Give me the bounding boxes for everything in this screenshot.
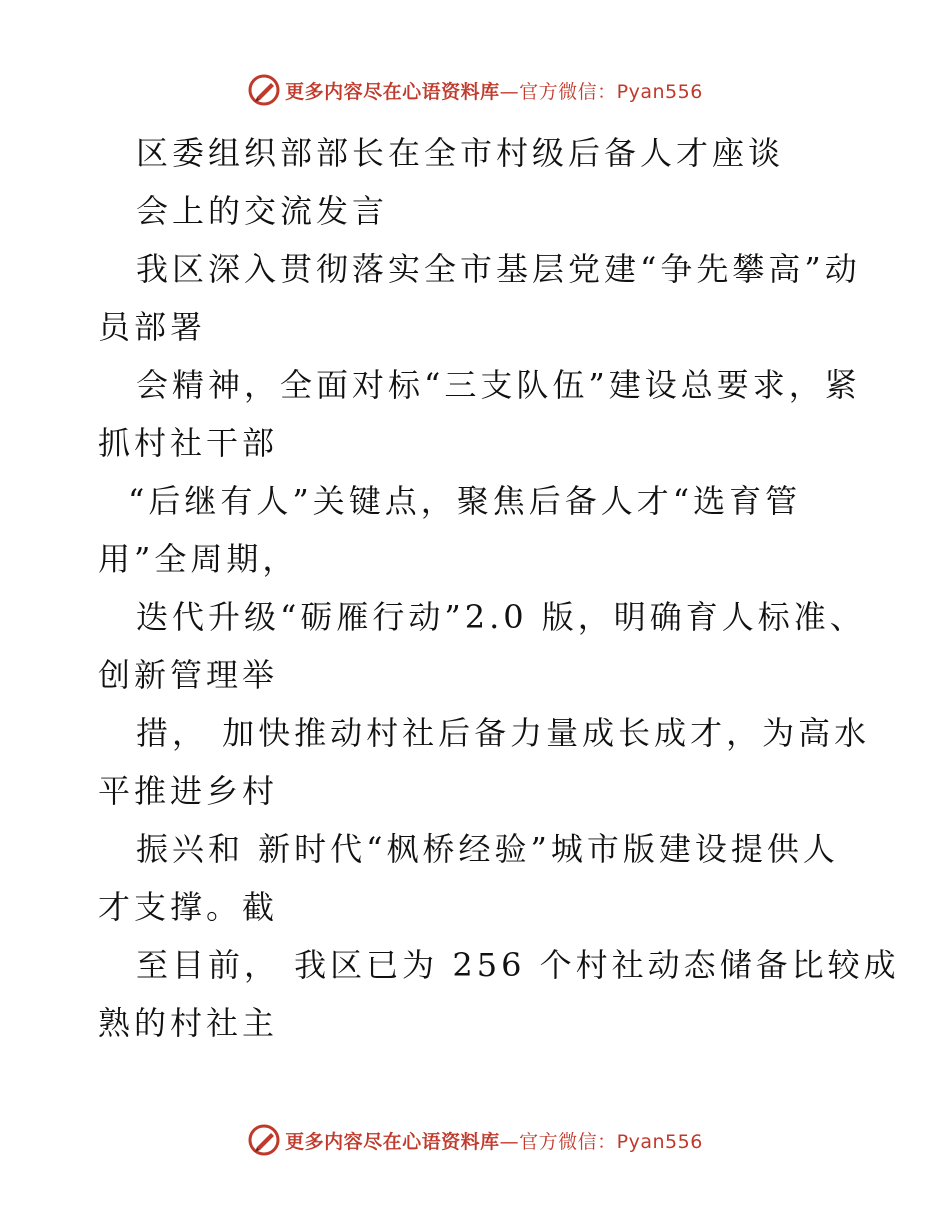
doc-line: 会精神，全面对标“三支队伍”建设总要求，紧 xyxy=(136,366,861,404)
pen-logo-icon xyxy=(247,1123,281,1157)
banner-text xyxy=(285,77,703,104)
doc-line: 才支撑。截 xyxy=(98,888,279,926)
banner-wechat: 官方微信：Pyan556 xyxy=(519,80,703,103)
header-banner xyxy=(0,70,950,110)
doc-line: 熟的村社主 xyxy=(98,1004,279,1042)
footer-banner xyxy=(0,1120,950,1160)
doc-line: 用”全周期， xyxy=(98,540,299,578)
banner-wechat: 官方微信：Pyan556 xyxy=(519,1130,703,1153)
doc-line: 创新管理举 xyxy=(98,656,279,694)
document-body xyxy=(98,124,900,1052)
banner-text xyxy=(285,1127,703,1154)
pen-logo-icon xyxy=(247,73,281,107)
doc-line: 我区深入贯彻落实全市基层党建“争先攀高”动 xyxy=(136,250,861,288)
doc-line: 迭代升级“砺雁行动”2.0 版，明确育人标准、 xyxy=(136,598,866,636)
doc-line: “后继有人”关键点，聚焦后备人才“选育管 xyxy=(128,482,802,520)
doc-line: 员部署 xyxy=(98,308,207,346)
doc-line: 平推进乡村 xyxy=(98,772,279,810)
banner-brand: 更多内容尽在心语资料库 xyxy=(285,80,500,103)
banner-separator: — xyxy=(499,80,520,103)
doc-line: 抓村社干部 xyxy=(98,424,279,462)
doc-line: 区委组织部部长在全市村级后备人才座谈 xyxy=(136,134,785,172)
doc-line: 措， 加快推动村社后备力量成长成才，为高水 xyxy=(136,714,871,752)
doc-line: 至目前， 我区已为 256 个村社动态储备比较成 xyxy=(136,946,900,984)
doc-line: 会上的交流发言 xyxy=(136,192,389,230)
doc-line: 振兴和 新时代“枫桥经验”城市版建设提供人 xyxy=(136,830,839,868)
banner-brand: 更多内容尽在心语资料库 xyxy=(285,1130,500,1153)
banner-separator: — xyxy=(499,1130,520,1153)
